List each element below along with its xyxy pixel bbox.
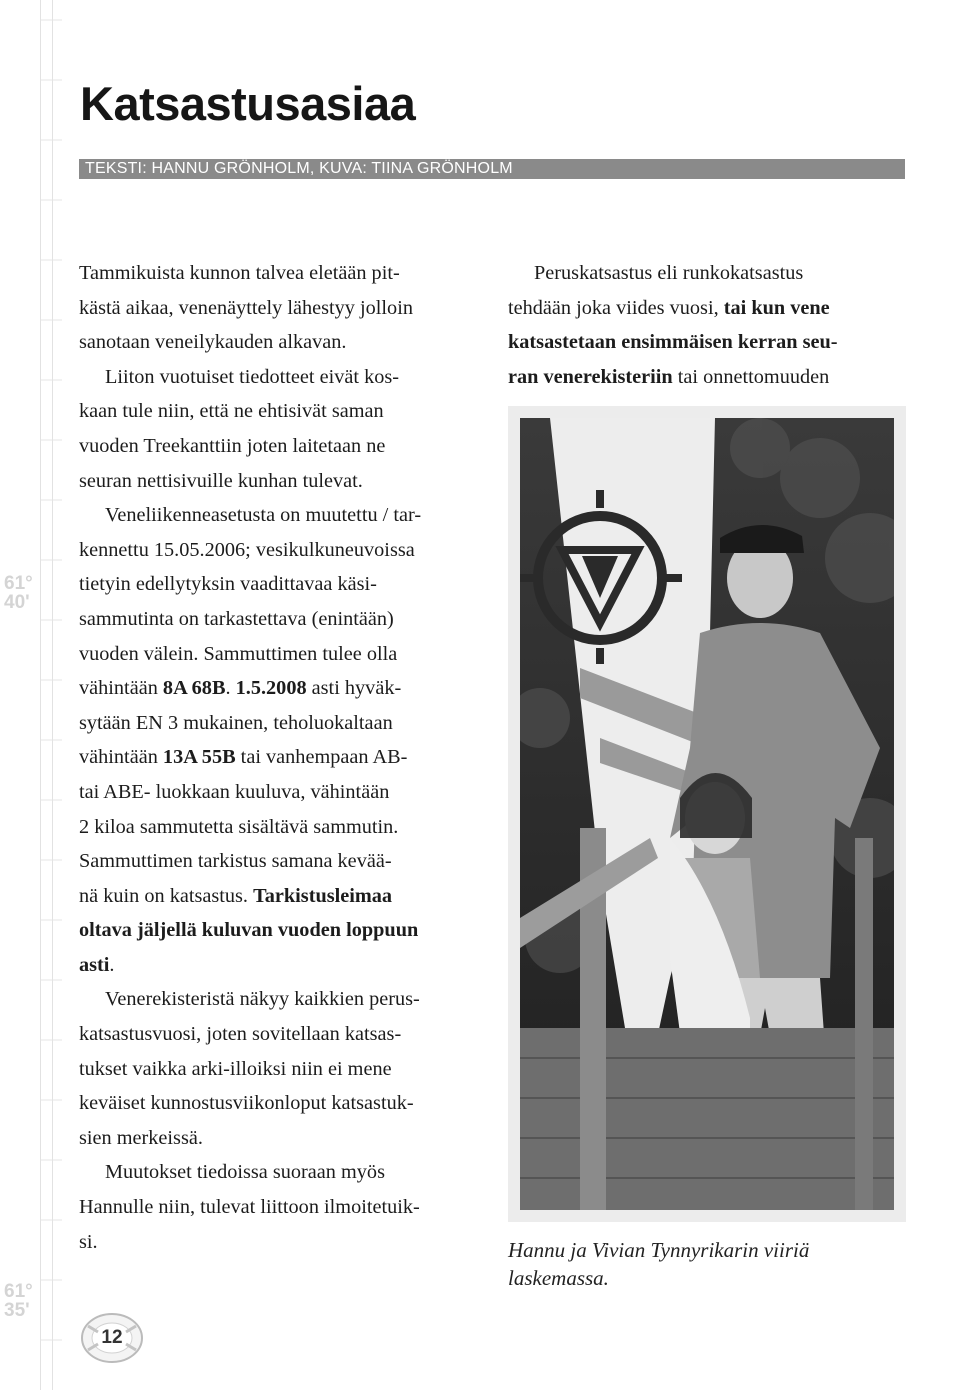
margin-ruler [0,0,62,1390]
paragraph-4: Venerekisteristä näkyy kaikkien perus- katsastusvuosi, joten sovitellaan katsas- tukset vaikka arki-illoiksi niin ei mene keväiset kunnostusviikonloput katsastuk- sien merkeissä. [79,988,420,1149]
paragraph-1: Tammikuista kunnon talvea eletään pit- kästä aikaa, venenäyttely lähestyy jolloin sanotaan veneilykauden alkavan. [79,262,413,354]
left-column [79,256,479,1259]
latitude-marker-2: 61° 35' [4,1281,33,1321]
paragraph-3: Veneliikenneasetusta on muutettu / tar- kennettu 15.05.2006; vesikulkuneuvoissa tietyin edellytyksin vaadittavaa käsi- sammutinta on tarkastettava (enintään) vuoden välein. Sammuttimen tulee olla vähintään 8A 68B. 1.5.2008 asti hyväk- sytään EN 3 mukainen, teholuokaltaan vähintään 13A 55B tai vanhempaan AB- tai ABE- luokkaan kuuluva, vähintään 2 kiloa sammutetta sisältävä sammutin. Sammuttimen tarkistus samana kevää- nä kuin on katsastus. Tarkistusleimaa oltava jäljellä kuluvan vuoden loppuun asti. [79,504,422,976]
page-number: 12 [101,1327,123,1348]
photo-frame [508,406,906,1222]
photo-flag-lowering [520,418,894,1210]
photo-caption: Hannu ja Vivian Tynnyrikarin viiriä laskemassa. [508,1238,810,1290]
paragraph-right: Peruskatsastus eli runkokatsastus tehdään joka viides vuosi, tai kun vene katsastetaan ensimmäisen kerran seu- ran venerekisteriin tai onnettomuuden [508,262,838,388]
ruler-ticks [0,0,62,1390]
article-title: Katsastusasiaa [80,77,416,130]
latitude-marker-1: 61° 40' [4,573,33,613]
paragraph-5: Muutokset tiedoissa suoraan myös Hannulle niin, tulevat liittoon ilmoitetuik- si. [79,1161,420,1253]
right-column [508,256,908,394]
paragraph-2: Liiton vuotuiset tiedotteet eivät kos- kaan tule niin, että ne ehtisivät saman vuoden Treekanttiin joten laitetaan ne seuran nettisivuille kunhan tulevat. [79,365,400,492]
byline-bar: TEKSTI: HANNU GRÖNHOLM, KUVA: TIINA GRÖNHOLM [79,159,905,179]
